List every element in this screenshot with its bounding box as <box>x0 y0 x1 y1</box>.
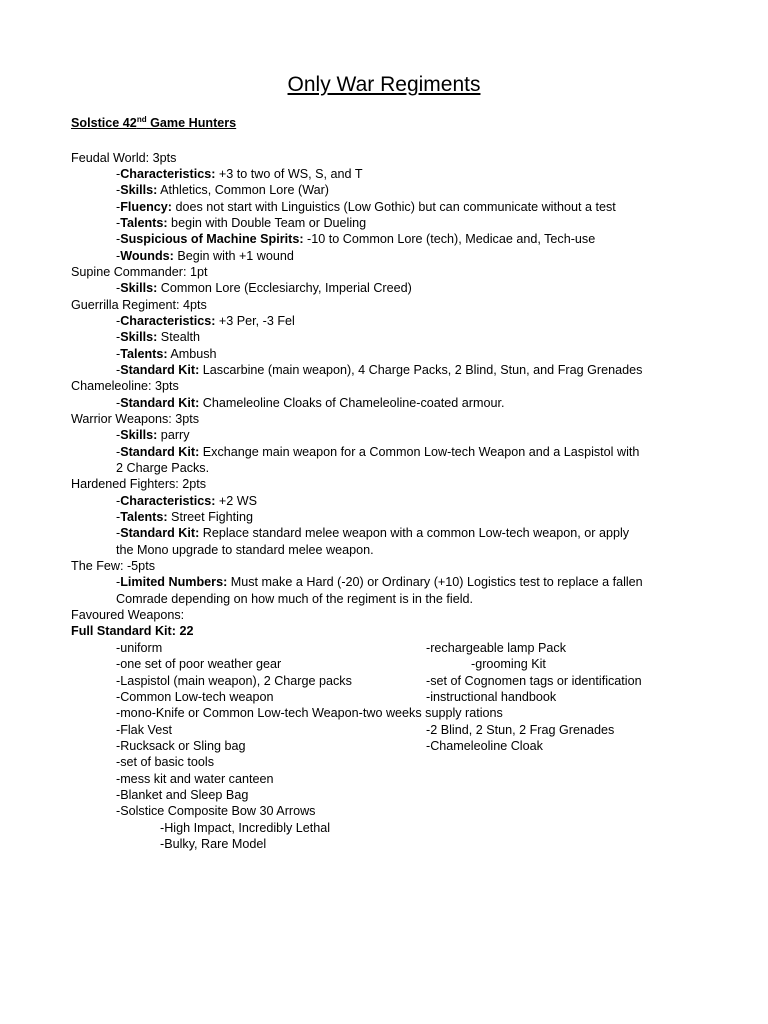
trait-label: Wounds: <box>120 248 174 263</box>
kit-item: -Laspistol (main weapon), 2 Charge packs <box>116 673 352 688</box>
trait-continuation: Comrade depending on how much of the regiment is in the field. <box>116 591 474 606</box>
kit-item: -2 Blind, 2 Stun, 2 Frag Grenades <box>426 722 615 737</box>
trait-label: Standard Kit: <box>120 362 200 377</box>
trait-line: -Fluency: does not start with Linguistics (Low Gothic) but can communicate without a test <box>116 199 616 214</box>
kit-heading: Full Standard Kit: 22 <box>71 624 194 639</box>
trait-line: -Standard Kit: Replace standard melee weapon with a common Low-tech weapon, or apply <box>116 526 630 541</box>
trait-line: -Standard Kit: Chameleoline Cloaks of Chameleoline-coated armour. <box>116 395 505 410</box>
trait-text: +3 to two of WS, S, and T <box>215 166 363 181</box>
kit-item: -Blanket and Sleep Bag <box>116 787 249 802</box>
regiment-heading <box>71 116 236 130</box>
trait-label: Characteristics: <box>120 166 216 181</box>
kit-item: -Common Low-tech weapon <box>116 689 274 704</box>
trait-label: Skills: <box>120 428 158 443</box>
kit-item: -Solstice Composite Bow 30 Arrows <box>116 804 316 819</box>
section-heading: Warrior Weapons: 3pts <box>71 412 200 426</box>
trait-text: +3 Per, -3 Fel <box>215 313 295 328</box>
trait-line: -Skills: Stealth <box>116 330 201 345</box>
kit-item: -Flak Vest <box>116 722 172 737</box>
trait-text: does not start with Linguistics (Low Gothic) but can communicate without a test <box>172 199 616 214</box>
trait-text: -10 to Common Lore (tech), Medicae and, Tech-use <box>303 232 596 247</box>
trait-text: Street Fighting <box>167 510 253 525</box>
trait-label: Skills: <box>120 330 158 345</box>
trait-label: Skills: <box>120 281 158 296</box>
trait-label: Characteristics: <box>120 313 216 328</box>
trait-label: Characteristics: <box>120 493 216 508</box>
kit-item: -one set of poor weather gear <box>116 657 282 672</box>
trait-text: Replace standard melee weapon with a common Low-tech weapon, or apply <box>199 526 630 541</box>
trait-line: -Wounds: Begin with +1 wound <box>116 248 294 263</box>
trait-label: Standard Kit: <box>120 395 200 410</box>
kit-list <box>71 640 711 852</box>
trait-text: Exchange main weapon for a Common Low-tech Weapon and a Laspistol with <box>199 444 640 459</box>
trait-label: Limited Numbers: <box>120 575 228 590</box>
favoured-weapons: Favoured Weapons: <box>71 608 185 623</box>
kit-item: -mono-Knife or Common Low-tech Weapon-two weeks supply rations <box>116 706 503 721</box>
trait-label: Talents: <box>120 510 168 525</box>
trait-line: -Skills: Athletics, Common Lore (War) <box>116 183 330 198</box>
trait-text: Stealth <box>157 330 201 345</box>
kit-item: -uniform <box>116 640 163 655</box>
trait-line: -Talents: Ambush <box>116 346 217 361</box>
section-heading: Feudal World: 3pts <box>71 150 177 165</box>
kit-item: -grooming Kit <box>471 657 546 672</box>
trait-continuation: 2 Charge Packs. <box>116 461 210 476</box>
trait-line: -Skills: Common Lore (Ecclesiarchy, Imperial Creed) <box>116 281 412 296</box>
trait-label: Talents: <box>120 346 168 361</box>
trait-label: Suspicious of Machine Spirits: <box>120 232 304 247</box>
kit-item: -set of Cognomen tags or identification <box>426 673 642 688</box>
trait-label: Standard Kit: <box>120 444 200 459</box>
regiment-heading-rest: Game Hunters <box>146 116 237 130</box>
trait-text: Athletics, Common Lore (War) <box>157 183 330 198</box>
kit-subitem: -Bulky, Rare Model <box>160 836 267 851</box>
kit-subitem: -High Impact, Incredibly Lethal <box>160 820 331 835</box>
kit-right-column <box>426 640 642 754</box>
kit-item: -mess kit and water canteen <box>116 771 274 786</box>
kit-item: -set of basic tools <box>116 755 214 770</box>
regiment-heading-main: Solstice 42 <box>71 116 137 130</box>
trait-line: -Characteristics: +3 to two of WS, S, and T <box>116 166 363 181</box>
trait-line: -Skills: parry <box>116 428 190 443</box>
trait-text: Common Lore (Ecclesiarchy, Imperial Creed) <box>157 281 412 296</box>
section-heading: Supine Commander: 1pt <box>71 264 208 279</box>
kit-item: -rechargeable lamp Pack <box>426 640 567 655</box>
kit-item <box>426 705 642 721</box>
trait-line: -Standard Kit: Lascarbine (main weapon), 4 Charge Packs, 2 Blind, Stun, and Frag Grenades <box>116 362 643 377</box>
trait-line: -Talents: Street Fighting <box>116 510 253 525</box>
section-heading: Guerrilla Regiment: 4pts <box>71 297 207 312</box>
trait-line: -Standard Kit: Exchange main weapon for a Common Low-tech Weapon and a Laspistol with <box>116 444 640 459</box>
page-title: Only War Regiments <box>287 73 481 96</box>
trait-label: Skills: <box>120 183 158 198</box>
trait-text: +2 WS <box>215 493 258 508</box>
trait-text: Lascarbine (main weapon), 4 Charge Packs, 2 Blind, Stun, and Frag Grenades <box>199 362 643 377</box>
trait-line: -Characteristics: +3 Per, -3 Fel <box>116 313 295 328</box>
trait-text: Ambush <box>167 346 217 361</box>
trait-label: Standard Kit: <box>120 526 200 541</box>
trait-line: -Talents: begin with Double Team or Dueling <box>116 215 367 230</box>
regiment-heading-sup: nd <box>136 115 147 124</box>
trait-continuation: the Mono upgrade to standard melee weapon. <box>116 542 374 557</box>
kit-item: -Chameleoline Cloak <box>426 738 543 753</box>
kit-item: -Rucksack or Sling bag <box>116 738 246 753</box>
regiment-content <box>71 150 711 853</box>
trait-line: -Suspicious of Machine Spirits: -10 to Common Lore (tech), Medicae and, Tech-use <box>116 232 596 247</box>
trait-line: -Limited Numbers: Must make a Hard (-20) or Ordinary (+10) Logistics test to replace a fallen <box>116 575 643 590</box>
trait-text: begin with Double Team or Dueling <box>167 215 367 230</box>
trait-label: Fluency: <box>120 199 172 214</box>
trait-text: Must make a Hard (-20) or Ordinary (+10) Logistics test to replace a fallen <box>227 575 643 590</box>
trait-text: Chameleoline Cloaks of Chameleoline-coated armour. <box>199 395 505 410</box>
kit-item: -instructional handbook <box>426 689 557 704</box>
section-heading: Hardened Fighters: 2pts <box>71 477 207 492</box>
trait-text: parry <box>157 428 190 443</box>
section-heading: Chameleoline: 3pts <box>71 379 179 394</box>
trait-line: -Characteristics: +2 WS <box>116 493 258 508</box>
trait-text: Begin with +1 wound <box>173 248 294 263</box>
trait-label: Talents: <box>120 215 168 230</box>
section-heading: The Few: -5pts <box>71 559 155 574</box>
